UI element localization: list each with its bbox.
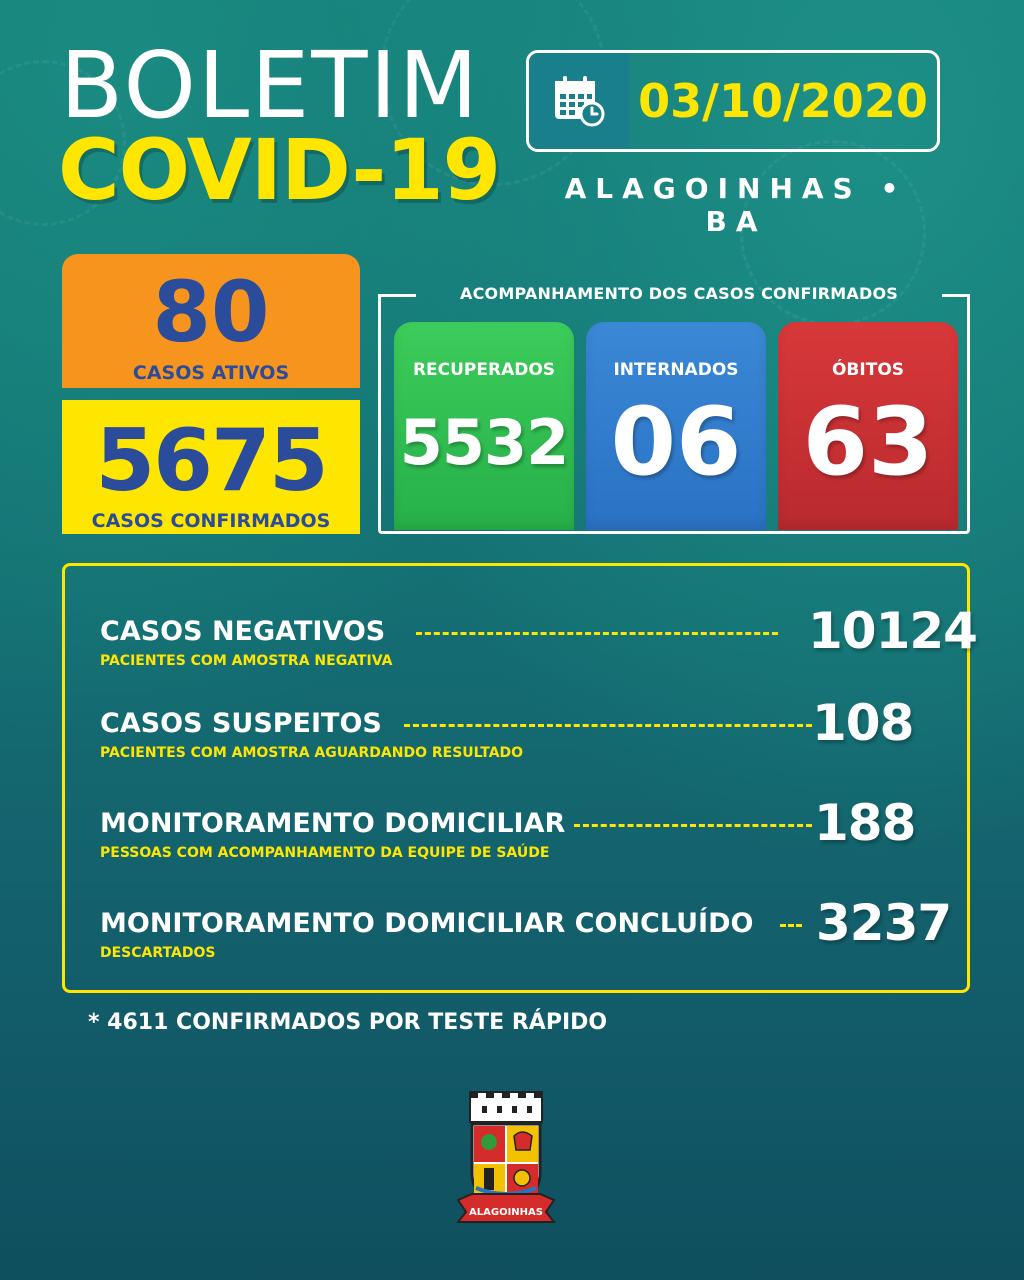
deaths-label: ÓBITOS: [831, 360, 905, 380]
detail-label: CASOS NEGATIVOS: [100, 616, 386, 647]
rapid-test-footnote: * 4611 CONFIRMADOS POR TESTE RÁPIDO: [88, 1010, 608, 1035]
deaths-value: 63: [802, 388, 934, 497]
detail-value: 188: [814, 794, 916, 852]
frame-line: [942, 294, 970, 297]
confirmed-cases-value: 5675: [95, 411, 327, 511]
hospitalized-value: 06: [610, 388, 742, 497]
detail-value: 3237: [816, 894, 952, 952]
detail-sub: PACIENTES COM AMOSTRA AGUARDANDO RESULTADO: [100, 745, 524, 761]
crest-banner-text: ALAGOINHAS: [469, 1207, 543, 1218]
hospitalized-label: INTERNADOS: [613, 360, 739, 380]
active-cases-label: CASOS ATIVOS: [132, 362, 290, 384]
municipal-crest-icon: [452, 1088, 560, 1228]
hospitalized-card: [586, 322, 766, 530]
tracking-title: ACOMPANHAMENTO DOS CASOS CONFIRMADOS: [460, 284, 898, 303]
detail-sub: DESCARTADOS: [100, 945, 216, 961]
detail-label: MONITORAMENTO DOMICILIAR: [100, 808, 566, 839]
detail-row-negative: [100, 602, 977, 669]
dotted-leader: [780, 924, 802, 927]
detail-row-home-monitoring: [100, 794, 960, 861]
confirmed-cases-label: CASOS CONFIRMADOS: [91, 510, 331, 532]
confirmed-cases-card: [62, 400, 360, 534]
detail-label: MONITORAMENTO DOMICILIAR CONCLUÍDO: [100, 908, 754, 939]
frame-line: [378, 294, 416, 297]
active-cases-value: 80: [152, 263, 270, 361]
recovered-card: [394, 322, 574, 530]
detail-sub: PESSOAS COM ACOMPANHAMENTO DA EQUIPE DE SAÚDE: [100, 845, 550, 861]
dotted-leader: [416, 632, 778, 635]
detail-row-suspected: [100, 694, 960, 761]
city-label: ALAGOINHAS • BA: [564, 172, 908, 238]
detail-row-home-monitoring-done: [100, 894, 960, 961]
dotted-leader: [574, 824, 812, 827]
title-boletim: BOLETIM: [60, 32, 481, 139]
recovered-label: RECUPERADOS: [412, 360, 556, 380]
detail-value: 10124: [808, 602, 977, 660]
title-covid: COVID-19: [58, 121, 501, 219]
calendar-clock-icon: [529, 53, 629, 149]
bulletin-date: 03/10/2020: [638, 74, 928, 128]
active-cases-card: [62, 254, 360, 388]
detail-label: CASOS SUSPEITOS: [100, 708, 382, 739]
deaths-card: [778, 322, 958, 530]
recovered-value: 5532: [399, 406, 569, 479]
detail-value: 108: [812, 694, 914, 752]
dotted-leader: [404, 724, 812, 727]
detail-sub: PACIENTES COM AMOSTRA NEGATIVA: [100, 653, 393, 669]
date-box: [526, 50, 940, 152]
